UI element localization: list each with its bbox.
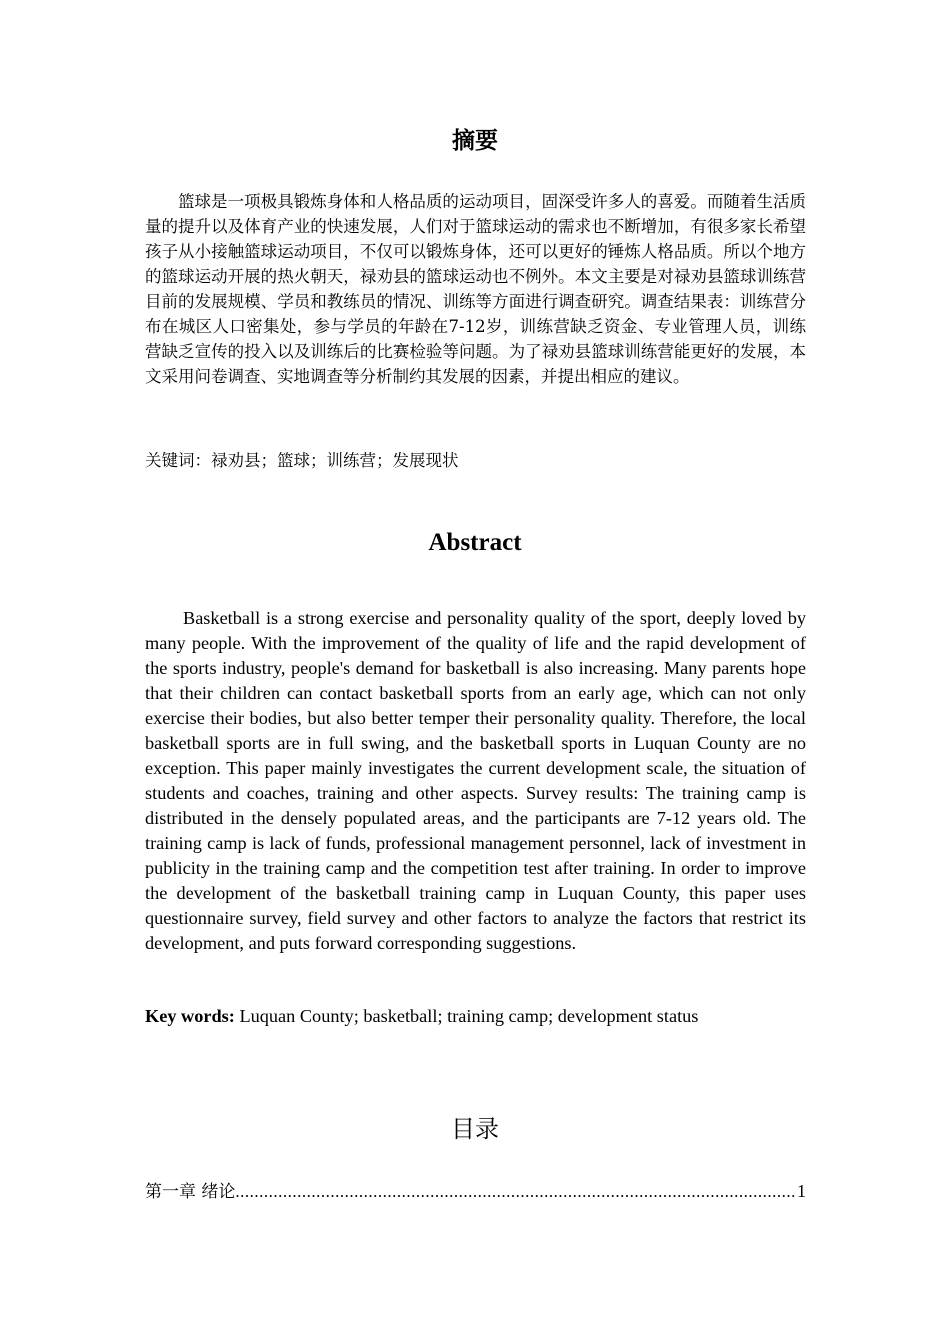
english-keywords <box>145 1004 806 1029</box>
toc-title: 目录 <box>451 1115 499 1143</box>
english-keywords-label: Key words: <box>145 1006 235 1026</box>
chinese-abstract-body: 篮球是一项极具锻炼身体和人格品质的运动项目，固深受许多人的喜爱。而随着生活质量的提升以及体育产业的快速发展，人们对于篮球运动的需求也不断增加，有很多家长希望孩子从小接触篮球运动项目，不仅可以锻炼身体，还可以更好的锤炼人格品质。所以个地方的篮球运动开展的热火朝天，禄劝县的篮球运动也不例外。本文主要是对禄劝县篮球训练营目前的发展规模、学员和教练员的情况、训练等方面进行调查研究。调查结果表：训练营分布在城区人口密集处，参与学员的年龄在7-12岁，训练营缺乏资金、专业管理人员，训练营缺乏宣传的投入以及训练后的比赛检验等问题。为了禄劝县篮球训练营能更好的发展，本文采用问卷调查、实地调查等分析制约其发展的因素，并提出相应的建议。 <box>145 192 806 386</box>
chinese-keywords-value: 禄劝县；篮球；训练营；发展现状 <box>211 451 459 470</box>
english-abstract-body: Basketball is a strong exercise and personality quality of the sport, deeply loved by many people. With the improvement of the quality of life and the rapid development of the sports industry, people's demand for basketball is also increasing. Many parents hope that their children can contact basketball sports from an early age, which can not only exercise their bodies, but also better temper their personality quality. Therefore, the local basketball sports are in full swing, and the basketball sports in Luquan County are no exception. This paper mainly investigates the current development scale, the situation of students and coaches, training and other aspects. Survey results: The training camp is distributed in the densely populated areas, and the participants are 7-12 years old. The training camp is lack of funds, professional management personnel, lack of investment in publicity in the training camp and the competition test after training. In order to improve the development of the basketball training camp in Luquan County, this paper uses questionnaire survey, field survey and other factors to analyze the factors that restrict its development, and puts forward corresponding suggestions. <box>145 608 806 953</box>
chinese-abstract-title: 摘要 <box>452 128 498 154</box>
toc-entry[interactable] <box>145 1178 806 1205</box>
toc-dot-leader <box>235 1179 797 1205</box>
toc-entry-page: 1 <box>797 1181 806 1201</box>
toc-entry-label: 第一章 绪论 <box>145 1182 236 1202</box>
english-abstract-title: Abstract <box>428 529 522 556</box>
toc-list <box>145 1178 806 1205</box>
english-keywords-value: Luquan County; basketball; training camp; development status <box>234 1006 699 1026</box>
chinese-keywords-label: 关键词： <box>145 451 211 470</box>
chinese-keywords <box>145 449 806 473</box>
